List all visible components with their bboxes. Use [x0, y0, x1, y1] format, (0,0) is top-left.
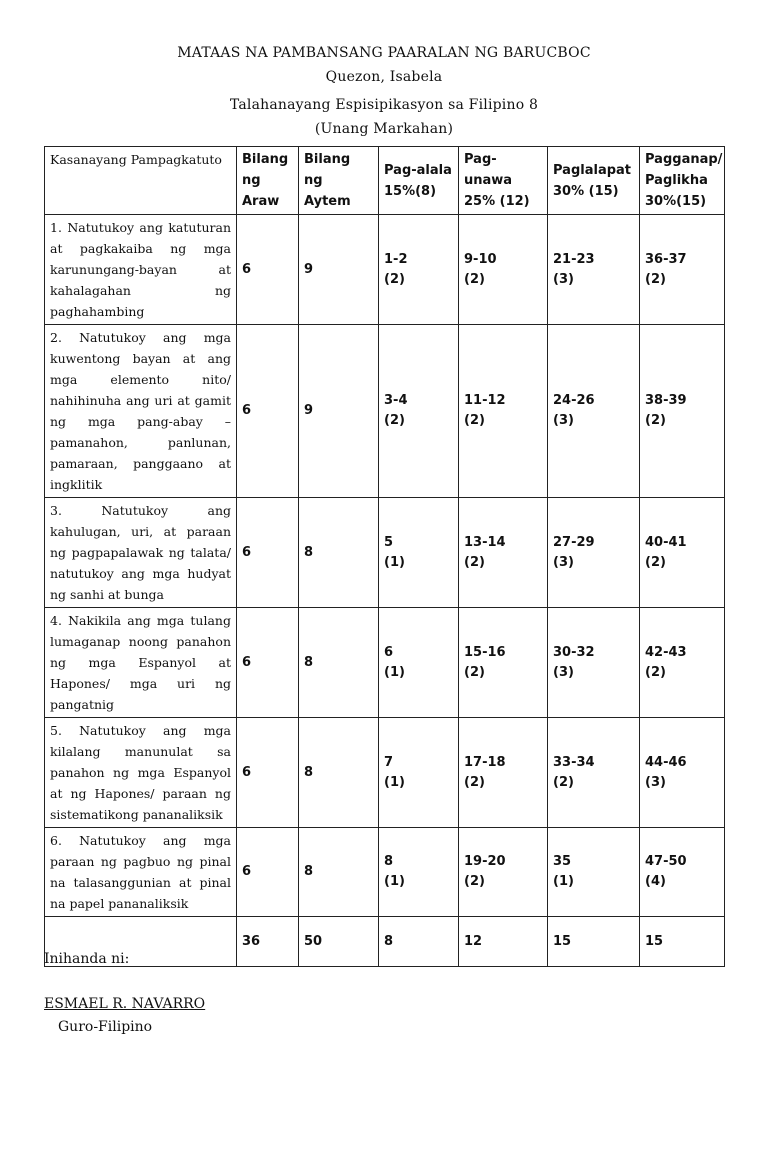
header-understanding: Pag-unawa 25% (12) — [459, 147, 548, 215]
items-cell: 9 — [299, 325, 379, 498]
items-cell: 8 — [299, 828, 379, 917]
header-remembering: Pag-alala 15%(8) — [379, 147, 459, 215]
item-count: (3) — [553, 271, 574, 287]
item-count: (2) — [464, 664, 485, 680]
item-count: (2) — [553, 774, 574, 790]
total-days: 36 — [237, 917, 299, 967]
competency-cell: 2. Natutukoy ang mga kuwentong bayan at ang mga elemento nito/ nahihinuha ang uri at gamit ng mga pang-abay – pamanahon, panlunan, pamaraan, panggaano at ingklitik — [45, 325, 237, 498]
understanding-cell — [459, 325, 548, 498]
item-range: 3-4 — [384, 393, 408, 408]
header-items: Bilang ng Aytem — [299, 147, 379, 215]
table-row — [45, 608, 725, 718]
item-count: (2) — [464, 774, 485, 790]
item-range: 21-23 — [553, 251, 595, 267]
item-count: (2) — [464, 413, 485, 428]
item-count: (2) — [384, 413, 405, 428]
item-count: (2) — [645, 664, 666, 680]
applying-cell — [548, 718, 640, 828]
teacher-position: Guro-Filipino — [58, 1019, 153, 1035]
applying-cell — [548, 828, 640, 917]
specification-table — [44, 146, 725, 967]
item-range: 42-43 — [645, 644, 687, 660]
item-count: (2) — [645, 554, 666, 570]
item-count: (3) — [645, 774, 666, 790]
item-range: 38-39 — [645, 393, 687, 408]
item-count: (2) — [645, 413, 666, 428]
total-understanding: 12 — [459, 917, 548, 967]
competency-cell: 6. Natutukoy ang mga paraan ng pagbuo ng pinal na talasanggunian at pinal na papel pananaliksik — [45, 828, 237, 917]
school-location: Quezon, Isabela — [325, 69, 443, 85]
competency-cell: 4. Nakikila ang mga tulang lumaganap noong panahon ng mga Espanyol at Hapones/ mga uri ng pangatnig — [45, 608, 237, 718]
applying-cell — [548, 215, 640, 325]
item-range: 27-29 — [553, 534, 595, 550]
understanding-cell — [459, 608, 548, 718]
item-count: (2) — [645, 271, 666, 287]
item-count: (1) — [384, 664, 405, 680]
item-count: (1) — [384, 774, 405, 790]
header-applying: Paglalapat 30% (15) — [548, 147, 640, 215]
item-range: 19-20 — [464, 854, 506, 869]
table-row — [45, 718, 725, 828]
creating-cell — [640, 828, 725, 917]
quarter-label: (Unang Markahan) — [314, 121, 454, 137]
days-cell: 6 — [237, 498, 299, 608]
item-range: 47-50 — [645, 854, 687, 869]
creating-cell — [640, 215, 725, 325]
item-range: 35 — [553, 854, 572, 869]
item-range: 33-34 — [553, 754, 595, 770]
remembering-cell — [379, 498, 459, 608]
total-remembering: 8 — [379, 917, 459, 967]
item-count: (3) — [553, 554, 574, 570]
totals-row — [45, 917, 725, 967]
item-range: 17-18 — [464, 754, 506, 770]
item-range: 30-32 — [553, 644, 595, 660]
item-range: 9-10 — [464, 251, 497, 267]
item-range: 13-14 — [464, 534, 506, 550]
creating-cell — [640, 498, 725, 608]
item-range: 11-12 — [464, 393, 506, 408]
understanding-cell — [459, 828, 548, 917]
item-range: 8 — [384, 854, 394, 869]
items-cell: 8 — [299, 498, 379, 608]
understanding-cell — [459, 718, 548, 828]
total-items: 50 — [299, 917, 379, 967]
item-count: (1) — [553, 874, 574, 889]
item-range: 5 — [384, 534, 394, 550]
item-count: (3) — [553, 413, 574, 428]
competency-cell: 3. Natutukoy ang kahulugan, uri, at paraan ng pagpapalawak ng talata/ natutukoy ang mga hudyat ng sanhi at bunga — [45, 498, 237, 608]
table-row — [45, 828, 725, 917]
table-row — [45, 498, 725, 608]
header-competency: Kasanayang Pampagkatuto — [45, 147, 237, 215]
item-range: 1-2 — [384, 251, 408, 267]
header-days: Bilang ng Araw — [237, 147, 299, 215]
applying-cell — [548, 325, 640, 498]
teacher-name: ESMAEL R. NAVARRO — [44, 996, 206, 1012]
total-creating: 15 — [640, 917, 725, 967]
applying-cell — [548, 608, 640, 718]
items-cell: 9 — [299, 215, 379, 325]
remembering-cell — [379, 608, 459, 718]
applying-cell — [548, 498, 640, 608]
days-cell: 6 — [237, 608, 299, 718]
understanding-cell — [459, 215, 548, 325]
item-range: 44-46 — [645, 754, 687, 770]
table-row — [45, 215, 725, 325]
remembering-cell — [379, 215, 459, 325]
total-applying: 15 — [548, 917, 640, 967]
creating-cell — [640, 718, 725, 828]
days-cell: 6 — [237, 325, 299, 498]
remembering-cell — [379, 325, 459, 498]
days-cell: 6 — [237, 718, 299, 828]
understanding-cell — [459, 498, 548, 608]
items-cell: 8 — [299, 718, 379, 828]
item-range: 7 — [384, 754, 394, 770]
table-row — [45, 325, 725, 498]
item-count: (2) — [464, 271, 485, 287]
item-count: (2) — [384, 271, 405, 287]
item-count: (2) — [464, 554, 485, 570]
item-range: 6 — [384, 644, 394, 660]
item-range: 24-26 — [553, 393, 595, 408]
item-range: 15-16 — [464, 644, 506, 660]
item-range: 40-41 — [645, 534, 687, 550]
item-range: 36-37 — [645, 251, 687, 267]
header-row — [45, 147, 725, 215]
header-creating: Pagganap/ Paglikha 30%(15) — [640, 147, 725, 215]
competency-cell: 1. Natutukoy ang katuturan at pagkakaiba ng mga karunungang-bayan at kahalagahan ng paghahambing — [45, 215, 237, 325]
remembering-cell — [379, 828, 459, 917]
items-cell: 8 — [299, 608, 379, 718]
prepared-by-label: Inihanda ni: — [44, 951, 130, 967]
competency-cell: 5. Natutukoy ang mga kilalang manunulat sa panahon ng mga Espanyol at ng Hapones/ paraan ng sistematikong pananaliksik — [45, 718, 237, 828]
school-name: MATAAS NA PAMBANSANG PAARALAN NG BARUCBOC — [177, 45, 591, 61]
item-count: (1) — [384, 874, 405, 889]
document-title: Talahanayang Espisipikasyon sa Filipino 8 — [229, 97, 539, 113]
item-count: (4) — [645, 874, 666, 889]
days-cell: 6 — [237, 828, 299, 917]
remembering-cell — [379, 718, 459, 828]
days-cell: 6 — [237, 215, 299, 325]
item-count: (3) — [553, 664, 574, 680]
item-count: (2) — [464, 874, 485, 889]
creating-cell — [640, 608, 725, 718]
item-count: (1) — [384, 554, 405, 570]
creating-cell — [640, 325, 725, 498]
